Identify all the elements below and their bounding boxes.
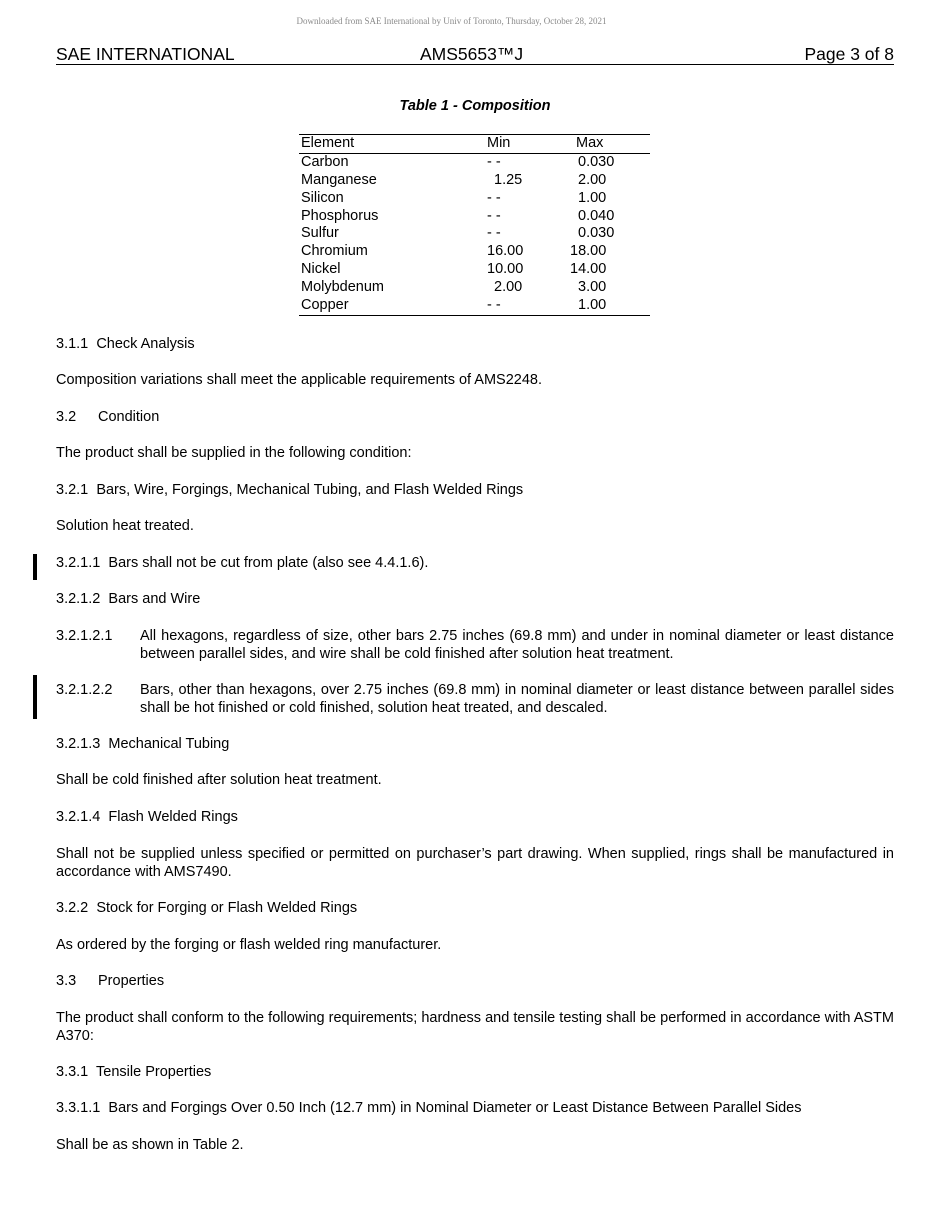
section-heading-3-2-1-1 [56,554,428,572]
section-title: Tensile Properties [96,1064,212,1080]
cell-min: 10.00 [487,261,524,278]
download-watermark: Downloaded from SAE International by Univ of Toronto, Thursday, October 28, 2021 [296,16,607,26]
cell-element: Manganese [301,171,377,188]
column-header-element: Element [301,135,355,151]
section-number: 3.2.1.4 [56,809,101,825]
revision-change-bar [33,554,37,580]
table-row [299,154,650,172]
section-number: 3.3.1.1 [56,1100,101,1116]
cell-element: Phosphorus [301,207,379,224]
header-page-number: Page 3 of 8 [804,44,894,64]
section-title: Mechanical Tubing [108,736,230,752]
section-heading-3-2-2 [56,899,357,917]
section-title: Condition [98,409,160,425]
section-number: 3.3 [56,973,77,989]
paragraph: The product shall conform to the following requirements; hardness and tensile testing shall be performed in accordance with ASTM A370: [56,1010,894,1044]
cell-max: 2.00 [578,171,607,188]
paragraph: Shall not be supplied unless specified or permitted on purchaser’s part drawing. When supplied, rings shall be manufactured in accordance with AMS7490. [56,846,894,880]
composition-table [299,134,650,316]
section-heading-3-3-1-1 [56,1099,802,1117]
table-row [299,261,650,279]
table-row [299,190,650,208]
cell-min: 2.00 [494,279,523,296]
header-document-number: AMS5653™J [420,44,524,64]
cell-max: 14.00 [570,261,607,278]
paragraph: Shall be cold finished after solution heat treatment. [56,772,382,788]
table-caption: Table 1 - Composition [399,98,551,114]
cell-element: Molybdenum [301,279,385,296]
cell-element: Silicon [301,189,344,206]
table-row [299,225,650,243]
section-number: 3.3.1 [56,1064,89,1080]
paragraph: Composition variations shall meet the applicable requirements of AMS2248. [56,372,543,388]
section-heading-3-3 [56,972,164,990]
cell-min: - - [487,189,501,206]
section-title: Bars, Wire, Forgings, Mechanical Tubing, and Flash Welded Rings [96,482,524,498]
cell-min: 16.00 [487,243,524,260]
section-number: 3.2.2 [56,900,89,916]
header-organization: SAE INTERNATIONAL [56,44,235,64]
table-row [299,243,650,261]
revision-change-bar [33,675,37,719]
section-number: 3.2 [56,409,77,425]
cell-max: 0.030 [578,225,615,242]
section-heading-3-1-1 [56,335,195,353]
column-header-max: Max [576,135,604,151]
cell-element: Chromium [301,243,368,260]
cell-element: Copper [301,297,349,314]
table-header-row [299,135,650,154]
section-title: Properties [98,973,165,989]
section-number: 3.1.1 [56,336,89,352]
section-number: 3.2.1.2.2 [56,682,113,698]
section-number: 3.2.1.2 [56,591,101,607]
section-title: Check Analysis [96,336,195,352]
section-title: Flash Welded Rings [108,809,238,825]
column-header-min: Min [487,135,511,151]
section-heading-3-2-1-2 [56,590,200,608]
cell-min: - - [487,225,501,242]
cell-element: Carbon [301,153,349,170]
paragraph: Solution heat treated. [56,518,194,534]
cell-min: 1.25 [494,171,523,188]
cell-max: 0.030 [578,153,615,170]
cell-max: 1.00 [578,189,607,206]
section-heading-3-2-1-4 [56,808,238,826]
cell-element: Sulfur [301,225,339,242]
cell-min: - - [487,153,501,170]
page-header [56,44,894,65]
cell-max: 3.00 [578,279,607,296]
subsection-text: All hexagons, regardless of size, other bars 2.75 inches (69.8 mm) and under in nominal diameter or least distance between parallel sides, and wire shall be cold finished after solution heat treatment. [140,628,894,662]
table-row [299,172,650,190]
section-heading-3-2-1 [56,481,523,499]
cell-min: - - [487,297,501,314]
section-heading-3-2-1-3 [56,735,229,753]
table-row [299,208,650,226]
subsection-3-2-1-2-2 [56,681,894,717]
table-row [299,297,650,315]
section-number: 3.2.1.2.1 [56,628,113,644]
cell-min: - - [487,207,501,224]
subsection-3-2-1-2-1 [56,627,894,663]
cell-element: Nickel [301,261,341,278]
cell-max: 18.00 [570,243,607,260]
cell-max: 1.00 [578,297,607,314]
subsection-text: Bars, other than hexagons, over 2.75 inches (69.8 mm) in nominal diameter or least distance between parallel sides shall be hot finished or cold finished, solution heat treated, and descaled. [140,682,894,716]
paragraph: The product shall be supplied in the following condition: [56,445,412,461]
table-row [299,279,650,297]
section-title: Bars shall not be cut from plate (also see 4.4.1.6). [108,555,429,571]
cell-max: 0.040 [578,207,615,224]
section-number: 3.2.1.3 [56,736,101,752]
section-heading-3-3-1 [56,1063,211,1081]
section-heading-3-2 [56,408,159,426]
paragraph: As ordered by the forging or flash welded ring manufacturer. [56,937,442,953]
section-title: Bars and Wire [108,591,201,607]
section-title: Stock for Forging or Flash Welded Rings [96,900,358,916]
section-number: 3.2.1 [56,482,89,498]
section-number: 3.2.1.1 [56,555,101,571]
paragraph: Shall be as shown in Table 2. [56,1137,244,1153]
section-title: Bars and Forgings Over 0.50 Inch (12.7 mm) in Nominal Diameter or Least Distance Between Parallel Sides [108,1100,802,1116]
